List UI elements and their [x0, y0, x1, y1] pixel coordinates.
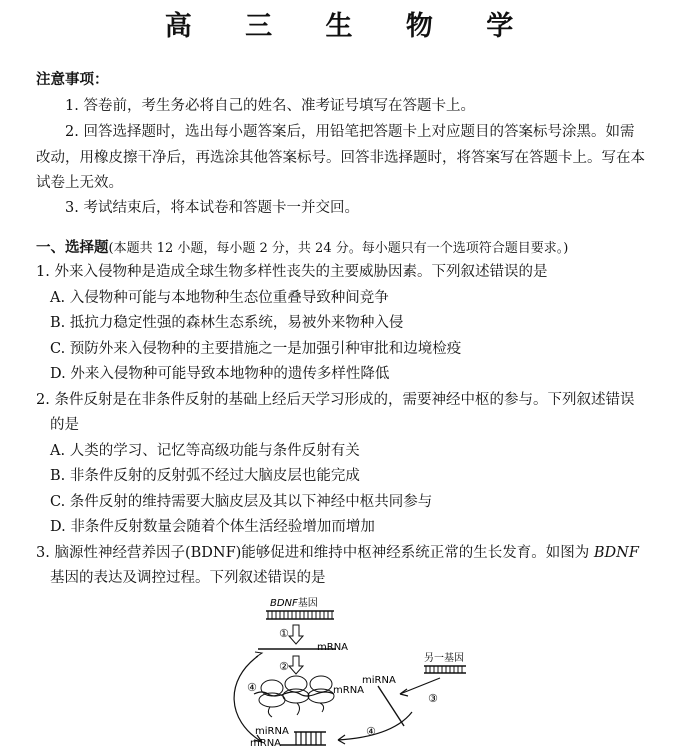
figure-mirna-label-mid: miRNA	[362, 675, 396, 686]
question-3-stem-text: 3. 脑源性神经营养因子(BDNF)能够促进和维持中枢神经系统正常的生长发育。如图为	[36, 545, 594, 561]
section-title: 一、选择题	[36, 239, 109, 256]
figure-other-gene-label: 另一基因	[424, 653, 464, 664]
figure-gene-label	[270, 596, 318, 609]
note-item: 1. 答卷前，考生务必将自己的姓名、准考证号填写在答题卡上。	[65, 98, 475, 114]
question-2-option-a: A. 人类的学习、记忆等高级功能与条件反射有关	[50, 443, 360, 459]
page-title: 高 三 生 物 学	[164, 11, 536, 42]
polysome	[254, 676, 334, 717]
figure-mrna-label-bottom: mRNA	[250, 738, 282, 748]
note-item: 3. 考试结束后，将本试卷和答题卡一并交回。	[65, 200, 359, 216]
figure-step-2: ②	[279, 660, 289, 673]
figure-step-4a: ④	[247, 681, 257, 694]
question-2-option-d: D. 非条件反射数量会随着个体生活经验增加而增加	[50, 519, 375, 535]
figure-gene-label-italic: BDNF	[270, 598, 298, 609]
figure-mrna-label-1: mRNA	[317, 642, 349, 653]
note-item: 2. 回答选择题时，选出每小题答案后，用铅笔把答题卡上对应题目的答案标号涂黑。如需改动，用橡皮擦干净后，再选涂其他答案标号。回答非选择题时，将答案写在答题卡上。写在本试卷上无效。	[36, 124, 645, 191]
question-1-option-c: C. 预防外来入侵物种的主要措施之一是加强引种审批和边境检疫	[50, 341, 462, 357]
question-3-gene-name: BDNF	[593, 545, 639, 561]
question-2-stem: 2. 条件反射是在非条件反射的基础上经后天学习形成的，需要神经中枢的参与。下列叙述错误	[36, 392, 635, 408]
question-2-stem-cont: 的是	[50, 417, 79, 433]
translation-arrow	[289, 656, 303, 674]
other-gene-dna	[424, 666, 466, 673]
section-rule: (本题共 12 小题，每小题 2 分，共 24 分。每小题只有一个选项符合题目要求。)	[108, 241, 569, 256]
question-1-stem: 1. 外来入侵物种是造成全球生物多样性丧失的主要威胁因素。下列叙述错误的是	[36, 264, 548, 280]
transcription-arrow	[289, 625, 303, 644]
question-1-option-b: B. 抵抗力稳定性强的森林生态系统，易被外来物种入侵	[50, 315, 404, 331]
figure-step-4b: ④	[366, 725, 376, 738]
question-2-option-c: C. 条件反射的维持需要大脑皮层及其以下神经中枢共同参与	[50, 494, 433, 510]
question-1-option-a: A. 入侵物种可能与本地物种生态位重叠导致种间竞争	[50, 290, 389, 306]
figure-mirna-label-bottom: miRNA	[255, 726, 289, 737]
question-3-stem-cont: 基因的表达及调控过程。下列叙述错误的是	[50, 570, 326, 586]
figure-step-1: ①	[279, 627, 289, 640]
question-2-option-b: B. 非条件反射的反射弧不经过大脑皮层也能完成	[50, 468, 360, 484]
notes-heading: 注意事项：	[36, 71, 109, 88]
bdnf-gene-dna	[266, 611, 334, 619]
figure-mrna-label-2: mRNA	[333, 685, 365, 696]
question-1-option-d: D. 外来入侵物种可能导致本地物种的遗传多样性降低	[50, 366, 390, 382]
mirna-strand-mid	[378, 686, 404, 726]
figure-gene-label-rest: 基因	[297, 598, 318, 609]
figure-step-3: ③	[428, 692, 438, 705]
